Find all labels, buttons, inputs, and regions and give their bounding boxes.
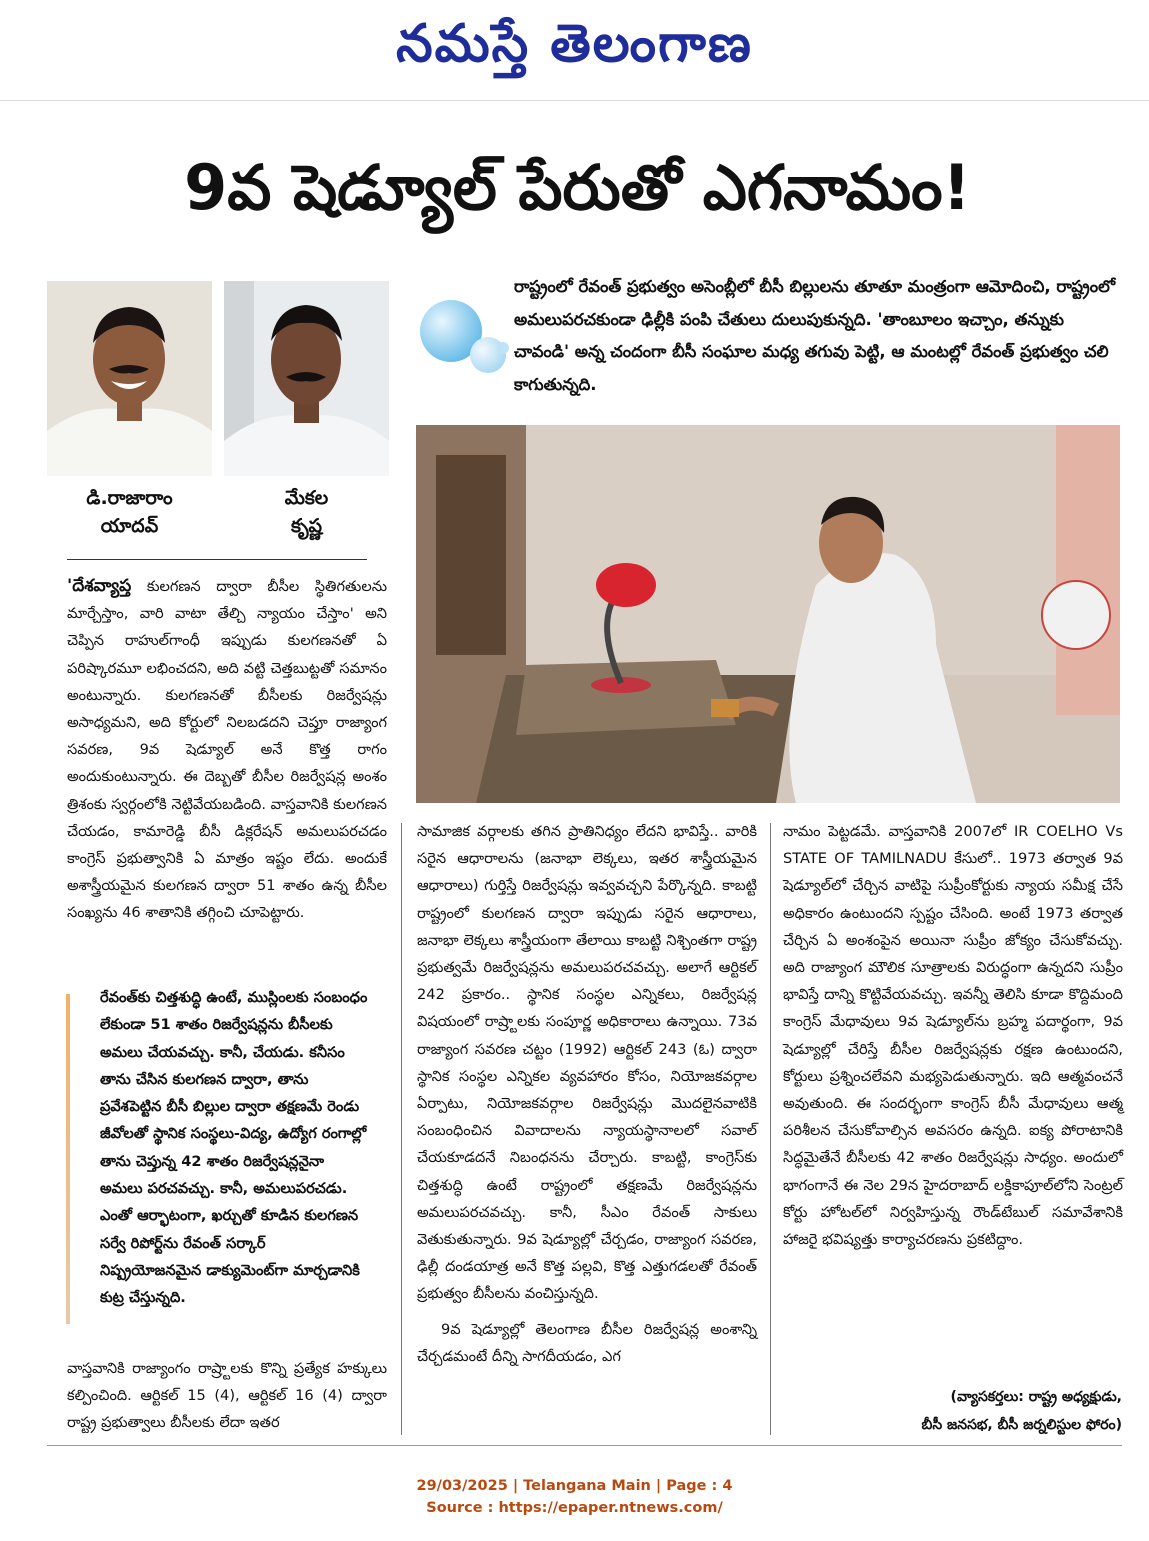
- article-column-1-continued: [67, 1355, 387, 1437]
- article-column-1: [67, 573, 387, 927]
- article-photo: [416, 425, 1120, 803]
- footer-source: Source : https://epaper.ntnews.com/: [426, 1500, 723, 1516]
- author-2-name-line1: మేకల: [284, 487, 329, 509]
- article-intro: రాష్ట్రంలో రేవంత్ ప్రభుత్వం అసెంబ్లీలో బీసీ బిల్లులను తూతూ మంత్రంగా ఆమోదించి, రాష్ట్రంలో అమలుపరచకుండా ఢిల్లీకి పంపి చేతులు దులుపుకున్నది. 'తాంబూలం ఇచ్చాం, తన్నుకు చావండి' అన్న చందంగా బీసీ సంఘాల మధ్య తగువు పెట్టి, ఆ మంటల్లో రేవంత్ ప్రభుత్వం చలి కాగుతున్నది.: [514, 277, 1116, 394]
- author-credit-line-2: బీసీ జనసభ, బీసీ జర్నలిస్టుల ఫోరం): [921, 1417, 1122, 1433]
- author-credit-line-1: (వ్యాసకర్తలు: రాష్ట్ర అధ్యక్షుడు,: [950, 1389, 1122, 1405]
- author-credit: [770, 1383, 1122, 1439]
- footer-date-page: 29/03/2025 | Telangana Main | Page : 4: [416, 1478, 733, 1494]
- masthead-logo: నమస్తే తెలంగాణ: [396, 13, 753, 74]
- column-rule-2: [770, 823, 771, 1435]
- article-column-2: [417, 818, 757, 1370]
- byline-divider: [67, 559, 367, 560]
- author-1-name-line1: డి.రాజారాం: [86, 487, 173, 509]
- masthead: [0, 0, 1149, 101]
- column-1-paragraph-1: [67, 573, 387, 927]
- author-1-name-line2: యాదవ్: [100, 515, 159, 537]
- author-2-name-line2: కృష్ణ: [290, 515, 323, 537]
- author-photo-1: [47, 281, 212, 476]
- column-1-paragraph-2: వాస్తవానికి రాజ్యాంగం రాష్ర్టాలకు కొన్ని ప్రత్యేక హక్కులు కల్పించింది. ఆర్టికల్ 15 (4), ఆర్టికల్ 16 (4) ద్వారా రాష్ట్ర ప్రభుత్వాలు బీసీలకు లేదా ఇతర: [67, 1360, 387, 1432]
- footer-divider: [47, 1445, 1122, 1446]
- author-name-2: [224, 484, 389, 540]
- column-rule-1: [401, 823, 402, 1435]
- column-2-paragraph-2: 9వ షెడ్యూల్లో తెలంగాణ బీసీల రిజర్వేషన్ల అంశాన్ని చేర్చడమంటే దీన్ని సాగదీయడం, ఎగ: [417, 1320, 757, 1365]
- author-name-1: [47, 484, 212, 540]
- bubble-tiny-icon: [497, 342, 509, 354]
- lead-word: 'దేశవ్యాప్త: [67, 576, 132, 596]
- column-1-text: కులగణన ద్వారా బీసీల స్థితిగతులను మార్చేస్తాం, వారి వాటా తేల్చి న్యాయం చేస్తాం' అని చెప్పిన రాహుల్‌గాంధీ ఇప్పుడు కులగణనతో ఏ పరిష్కారమూ లభించదని, అది వట్టి చెత్తబుట్టతో సమానం అంటున్నారు. కులగణనతో బీసీలకు రిజర్వేషన్లు అసాధ్యమని, అది కోర్టులో నిలబడదని చెప్తూ రాజ్యాంగ సవరణ, 9వ షెడ్యూల్ అనే కొత్త రాగం అందుకుంటున్నారు. ఈ దెబ్బతో బీసీల రిజర్వేషన్ల అంశం త్రిశంకు స్వర్గంలోకి నెట్టివేయబడింది. వాస్తవానికి కులగణన చేయడం, కామారెడ్డి బీసీ డిక్లరేషన్ అమలుపరచడం కాంగ్రెస్ ప్రభుత్వానికి ఏ మాత్రం ఇష్టం లేదు. అందుకే అశాస్త్రీయమైన కులగణన ద్వారా 51 శాతం ఉన్న బీసీల సంఖ్యను 46 శాతానికి తగ్గించి చూపెట్టారు.: [67, 578, 387, 922]
- column-3-paragraph-1: నామం పెట్టడమే. వాస్తవానికి 2007లో IR COELHO Vs STATE OF TAMILNADU కేసులో.. 1973 తర్వాత 9వ షెడ్యూల్‌లో చేర్చిన వాటిపై సుప్రీంకోర్టుకు న్యాయ సమీక్ష చేసే అధికారం ఉంటుందని స్పష్టం చేసింది. అంటే 1973 తర్వాత చేర్చిన ఏ అంశంపైన అయినా సుప్రీం జోక్యం చేసుకోవచ్చు. అది రాజ్యాంగ మౌలిక సూత్రాలకు విరుద్ధంగా ఉన్నదని సుప్రీం భావిస్తే దాన్ని కొట్టివేయవచ్చు. ఇవన్నీ తెలిసి కూడా కొద్దిమంది కాంగ్రెస్ మేధావులు 9వ షెడ్యూల్‌ను బ్రహ్మ పదార్థంగా, 9వ షెడ్యూల్లో చేరిస్తే బీసీల రిజర్వేషన్లకు రక్షణ ఉంటుందని, కోర్టులు ప్రశ్నించలేవని మభ్యపెడుతున్నారు. ఇది ఆత్మవంచనే అవుతుంది. ఈ సందర్భంగా కాంగ్రెస్ బీసీ మేధావులు ఆత్మ పరిశీలన చేసుకోవాల్సిన అవసరం ఉన్నది. ఐక్య పోరాటానికి సిద్ధమైతేనే బీసీలకు 42 శాతం రిజర్వేషన్లు సాధ్యం. అందులో భాగంగానే ఈ నెల 29న హైదరాబాద్ లక్డికాపూల్‌లోని సెంట్రల్ కోర్టు హోటల్‌లో నిర్వహిస్తున్న రౌండ్‌టేబుల్ సమావేశానికి హాజరై భవిష్యత్తు కార్యాచరణను ప్రకటిద్దాం.: [783, 823, 1123, 1249]
- article-column-3: [783, 818, 1123, 1253]
- article-headline: 9వ షెడ్యూల్ పేరుతో ఎగనామం!: [184, 151, 971, 224]
- column-2-paragraph-1: సామాజిక వర్గాలకు తగిన ప్రాతినిధ్యం లేదని భావిస్తే.. వారికి సరైన ఆధారాలను (జనాభా లెక్కలు, ఇతర శాస్త్రీయమైన ఆధారాలు) గుర్తిస్తే రిజర్వేషన్లు ఇవ్వవచ్చని పేర్కొన్నది. కాబట్టి రాష్ట్రంలో కులగణన ద్వారా ఇప్పుడు సరైన ఆధారాలు, జనాభా లెక్కలు శాస్త్రీయంగా తేలాయి కాబట్టి నిశ్చింతగా రాష్ట్ర ప్రభుత్వమే రిజర్వేషన్లను అమలుపరచవచ్చు. అలాగే ఆర్టికల్ 242 ప్రకారం.. స్థానిక సంస్థల ఎన్నికలు, రిజర్వేషన్ల విషయంలో రాష్ర్టాలకు సంపూర్ణ అధికారాలు ఉన్నాయి. 73వ రాజ్యాంగ సవరణ చట్టం (1992) ఆర్టికల్ 243 (ఓ) ద్వారా స్థానిక సంస్థల ఎన్నికల వ్యవహారం కోసం, నియోజకవర్గాల ఏర్పాటు, నియోజకవర్గాల రిజర్వేషన్లు మొదలైనవాటికి సంబంధించిన వివాదాలను న్యాయస్థానాలలో సవాల్ చేయకూడదనే నిబంధనను చేర్చారు. కాబట్టి, కాంగ్రెస్‌కు చిత్తశుద్ధి ఉంటే రాష్ట్రంలో తక్షణమే రిజర్వేషన్లను అమలుపరచవచ్చు. కానీ, సీఎం రేవంత్ సాకులు వెతుకుతున్నారు. 9వ షెడ్యూల్లో చేర్చడం, రాజ్యాంగ సవరణ, ఢిల్లీ దండయాత్ర అనే కొత్త పల్లవి, కొత్త ఎత్తుగడలతో రేవంత్ ప్రభుత్వం బీసీలను వంచిస్తున్నది.: [417, 823, 757, 1303]
- author-photo-2: [224, 281, 389, 476]
- pull-quote: రేవంత్‌కు చిత్తశుద్ధి ఉంటే, ముస్లింలకు సంబంధం లేకుండా 51 శాతం రిజర్వేషన్లను బీసీలకు అమలు చేయవచ్చు. కానీ, చేయడు. కనీసం తాను చేసిన కులగణన ద్వారా, తాను ప్రవేశపెట్టిన బీసీ బిల్లుల ద్వారా తక్షణమే రెండు జీవోలతో స్థానిక సంస్థలు-విద్య, ఉద్యోగ రంగాల్లో తాను చెప్తున్న 42 శాతం రిజర్వేషన్లనైనా అమలు పరచవచ్చు. కానీ, అమలుపరచడు. ఎంతో ఆర్భాటంగా, ఖర్చుతో కూడిన కులగణన సర్వే రిపోర్ట్‌ను రేవంత్ సర్కార్ నిష్ప్రయోజనమైన డాక్యుమెంట్‌గా మార్చడానికి కుట్ర చేస్తున్నది.: [100, 989, 368, 1307]
- pull-quote-bar: [66, 994, 70, 1324]
